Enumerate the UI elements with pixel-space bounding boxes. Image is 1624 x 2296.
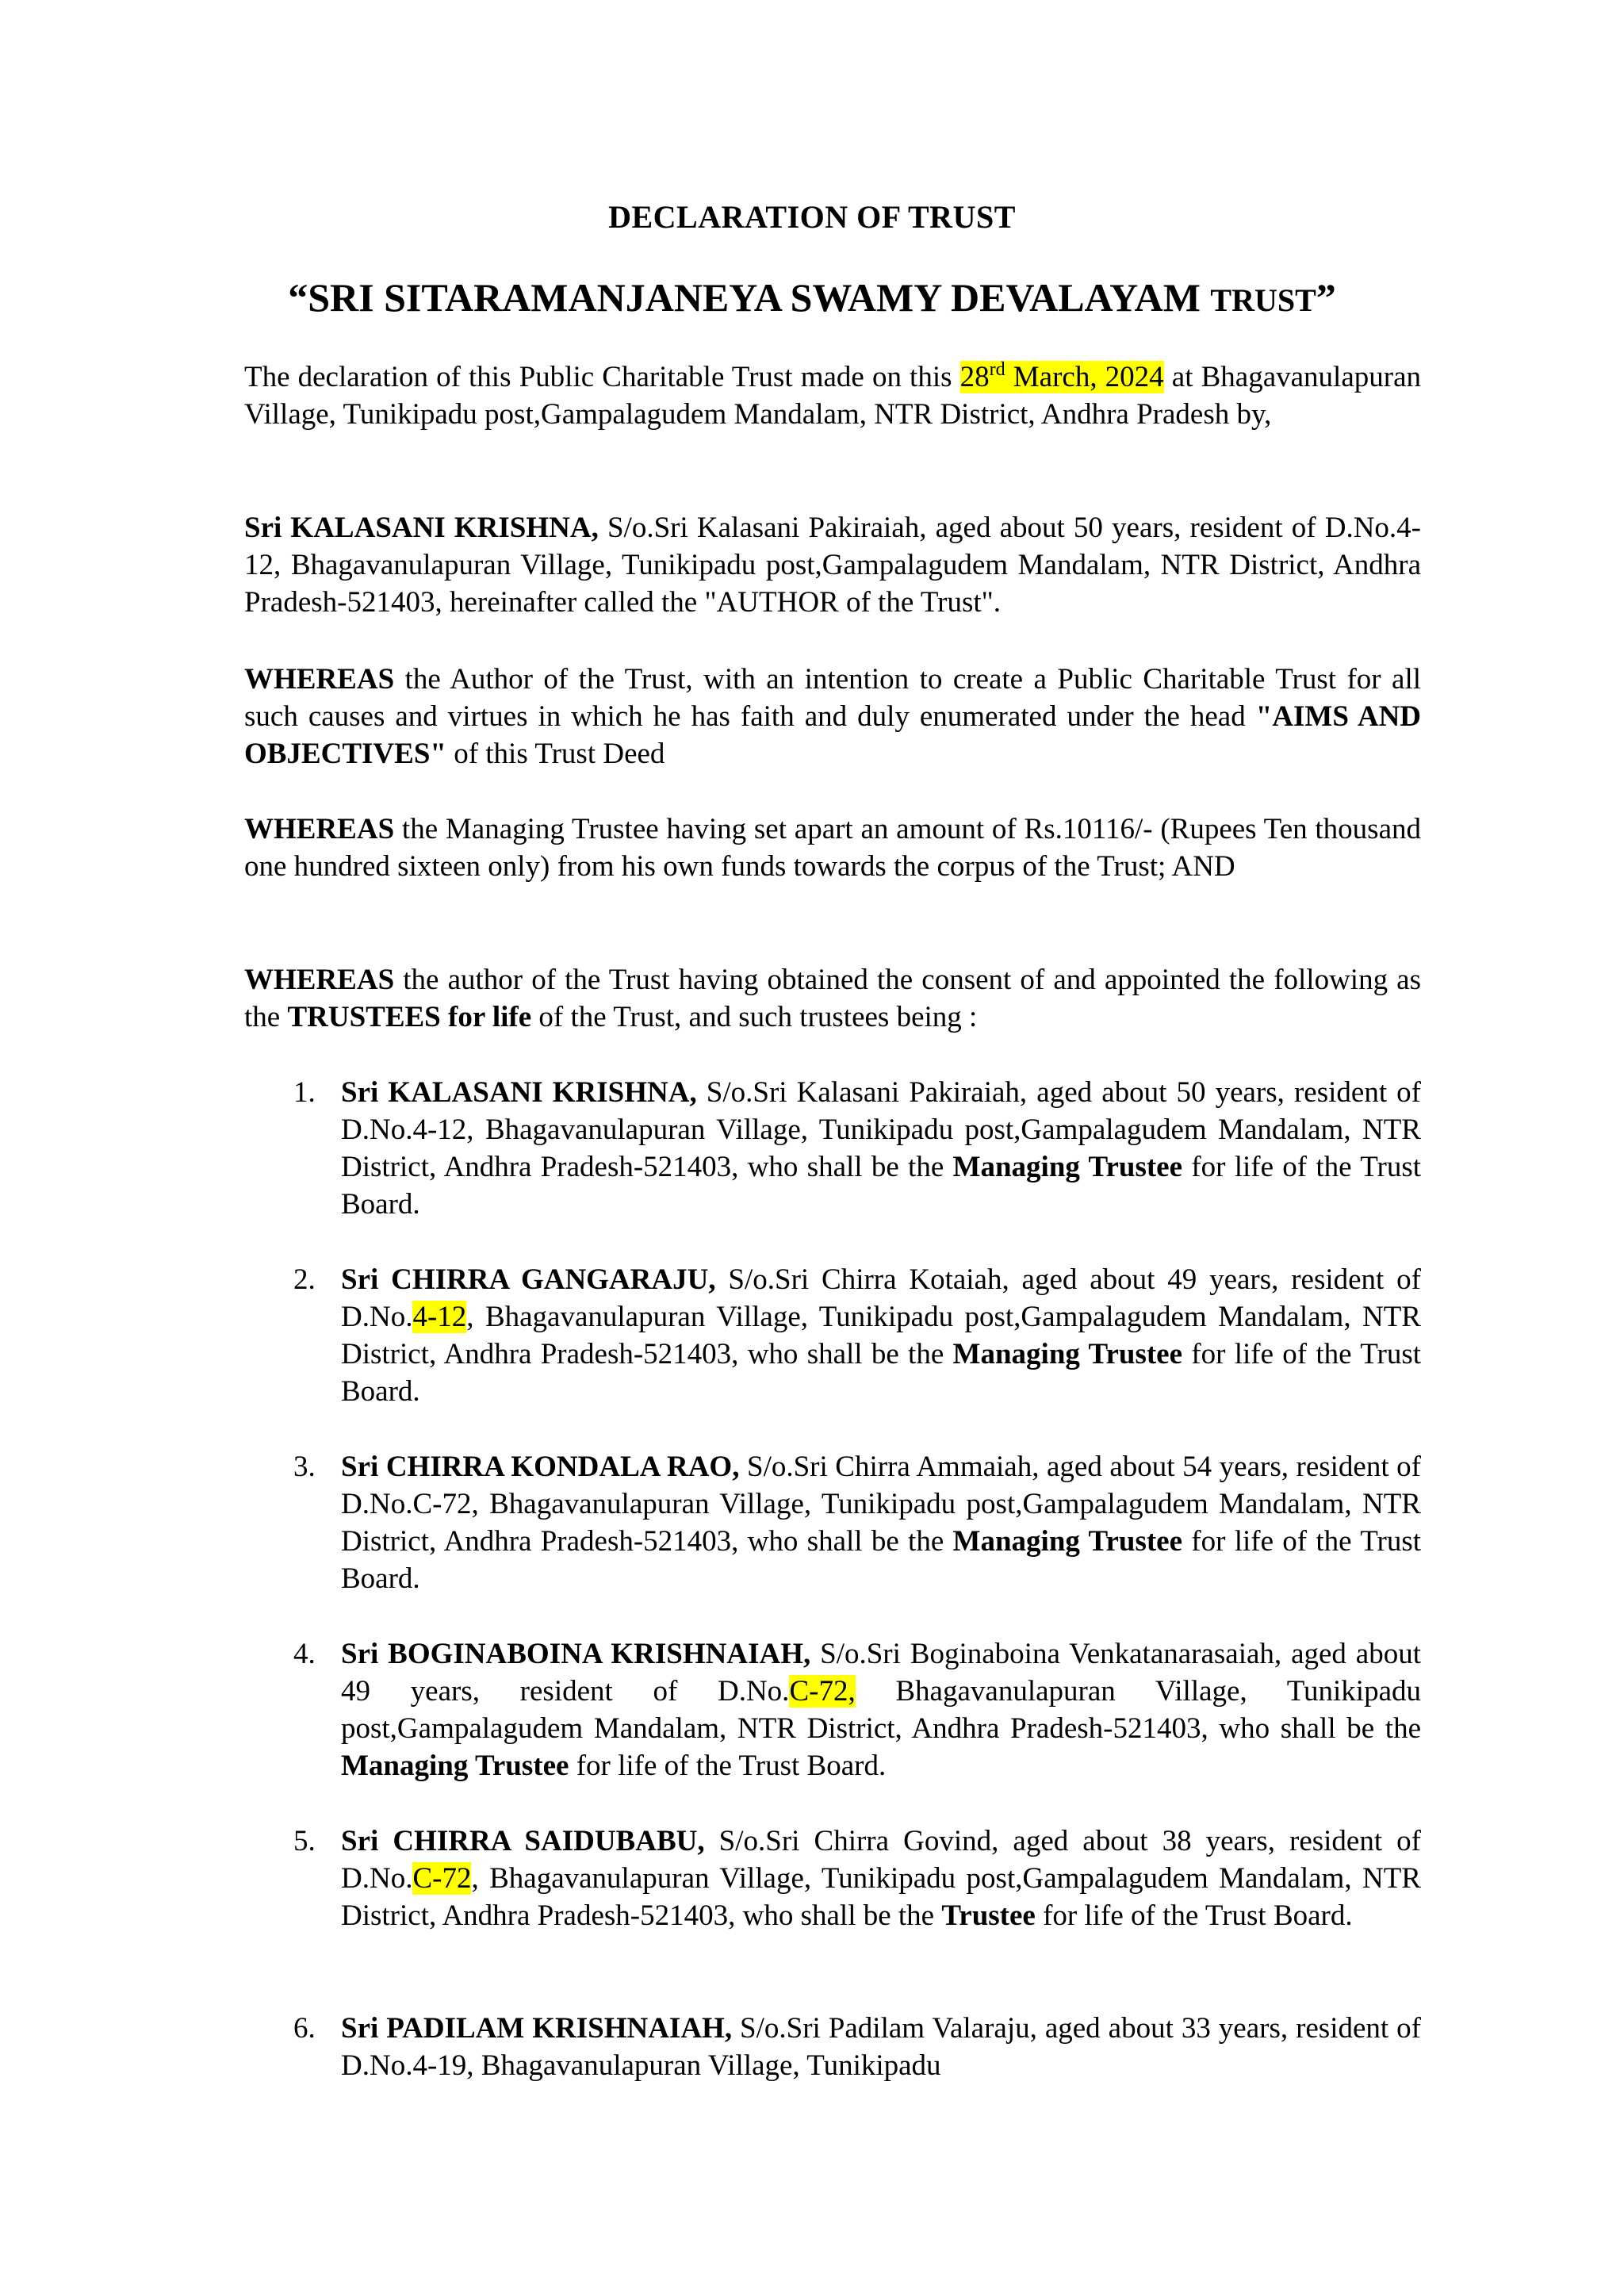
trustee-address: , Bhagavanulapuran Village, Tunikipadu post,Gampalagudem Mandalam, NTR District, Andhra Pradesh-521403, who shall be the [341, 1862, 1421, 1932]
trustee-tail: for life of the Trust Board. [341, 1338, 1422, 1408]
list-number: 6. [293, 2012, 316, 2045]
trustee-name: Sri KALASANI KRISHNA, [341, 1076, 697, 1109]
trust-name-heading [0, 274, 1624, 320]
trustee-tail: for life of the Trust Board. [341, 1525, 1422, 1595]
document-title: DECLARATION OF TRUST [608, 199, 1016, 235]
close-quote: ” [1316, 275, 1336, 320]
trustee-role: Trustee [941, 1899, 1036, 1932]
intro-paragraph [244, 358, 1421, 433]
trustee-details: S/o.Sri Chirra Govind, aged about 38 years, resident of D.No. [341, 1825, 1422, 1895]
whereas-label: WHEREAS [244, 663, 395, 696]
intro-location: at Bhagavanulapuran Village, Tunikipadu post,Gampalagudem Mandalam, NTR District, Andhra Pradesh by, [244, 361, 1421, 431]
trustee-tail: for life of the Trust Board. [1035, 1899, 1353, 1932]
open-quote: “ [288, 275, 308, 320]
trustee-tail: for life of the Trust Board. [569, 1750, 887, 1782]
trust-word: TRUST [1210, 282, 1316, 318]
trustee-name: Sri CHIRRA KONDALA RAO, [341, 1451, 740, 1483]
trustee-name: Sri CHIRRA SAIDUBABU, [341, 1825, 705, 1857]
trustee-details: S/o.Sri Padilam Valaraju, aged about 33 years, resident of D.No. [341, 2012, 1421, 2082]
aims-objectives-label: "AIMS AND OBJECTIVES" [244, 700, 1422, 770]
whereas-aims-paragraph [244, 661, 1421, 772]
declaration-date [960, 361, 1164, 393]
date-day: 28 [959, 361, 990, 393]
trustee-text [341, 2010, 1421, 2084]
door-number-highlighted: C-72, [789, 1675, 856, 1708]
trust-name: SRI SITARAMANJANEYA SWAMY DEVALAYAM [308, 275, 1211, 320]
trustee-details: S/o.Sri Boginaboina Venkatanarasaiah, aged about 49 years, resident of D.No. [341, 1638, 1421, 1708]
door-number: 4-19 [412, 2049, 467, 2082]
trustee-text [341, 1261, 1421, 1410]
date-suffix: rd [989, 359, 1005, 380]
whereas-text: the Author of the Trust, with an intention to create a Public Charitable Trust for all such causes and virtues in which he has faith and duly enumerated under the head [244, 663, 1421, 733]
trustee-name: Sri CHIRRA GANGARAJU, [341, 1263, 716, 1296]
door-number-highlighted: C-72 [412, 1862, 472, 1895]
list-number: 2. [293, 1263, 316, 1296]
author-paragraph [244, 509, 1421, 621]
list-number: 3. [293, 1451, 316, 1483]
door-number: 4-12 [412, 1114, 467, 1146]
whereas-tail: of this Trust Deed [446, 738, 665, 770]
trustee-address: , Bhagavanulapuran Village, Tunikipadu post,Gampalagudem Mandalam, NTR District, Andhra Pradesh-521403, who shall be the [341, 1488, 1421, 1558]
whereas-tail: of the Trust, and such trustees being : [531, 1001, 978, 1033]
door-number-highlighted: 4-12 [412, 1301, 467, 1333]
date-month-year: March, 2024 [1005, 361, 1164, 393]
trustee-role: Managing Trustee [952, 1151, 1183, 1183]
trustee-address: , Bhagavanulapuran Village, Tunikipadu post,Gampalagudem Mandalam, NTR District, Andhra Pradesh-521403, who shall be the [341, 1114, 1421, 1183]
list-number: 1. [293, 1076, 316, 1109]
author-name: Sri KALASANI KRISHNA, [244, 512, 599, 544]
whereas-trustees-paragraph [244, 961, 1421, 1036]
trustee-address: Bhagavanulapuran Village, Tunikipadu post,Gampalagudem Mandalam, NTR District, Andhra Pradesh-521403, who shall be the [341, 1675, 1421, 1745]
whereas-label: WHEREAS [244, 813, 395, 845]
trustee-text [341, 1448, 1421, 1597]
trustee-role: Managing Trustee [341, 1750, 569, 1782]
whereas-label: WHEREAS [244, 964, 395, 996]
trustee-address: , Bhagavanulapuran Village, Tunikipadu [466, 2049, 941, 2082]
whereas-text: the Managing Trustee having set apart an amount of Rs.10116/- (Rupees Ten thousand one hundred sixteen only) from his own funds towards the corpus of the Trust; AND [244, 813, 1421, 883]
trustee-text [341, 1074, 1421, 1223]
trustee-text [341, 1823, 1421, 1934]
trustee-details: S/o.Sri Kalasani Pakiraiah, aged about 50 years, resident of D.No. [341, 1076, 1422, 1146]
whereas-corpus-paragraph [244, 811, 1421, 885]
list-number: 5. [293, 1825, 316, 1857]
trustee-address: , Bhagavanulapuran Village, Tunikipadu post,Gampalagudem Mandalam, NTR District, Andhra Pradesh-521403, who shall be the [341, 1301, 1421, 1370]
trustees-for-life-label: TRUSTEES for life [287, 1001, 532, 1033]
trustee-text [341, 1635, 1421, 1784]
trustee-name: Sri BOGINABOINA KRISHNAIAH, [341, 1638, 811, 1670]
trustee-tail: for life of the Trust Board. [341, 1151, 1422, 1221]
trustee-name: Sri PADILAM KRISHNAIAH, [341, 2012, 733, 2045]
door-number: C-72 [412, 1488, 472, 1520]
trustee-role: Managing Trustee [952, 1525, 1183, 1558]
trustee-role: Managing Trustee [952, 1338, 1183, 1370]
trustee-details: S/o.Sri Chirra Ammaiah, aged about 54 years, resident of D.No. [341, 1451, 1421, 1520]
author-details: S/o.Sri Kalasani Pakiraiah, aged about 50 years, resident of D.No.4-12, Bhagavanulapuran Village, Tunikipadu post,Gampalagudem Mandalam, NTR District, Andhra Pradesh-521403, hereinafter called the "AUTHOR of the Trust". [244, 512, 1421, 619]
list-number: 4. [293, 1638, 316, 1670]
whereas-text: the author of the Trust having obtained the consent of and appointed the following as the [244, 964, 1421, 1033]
intro-text: The declaration of this Public Charitable Trust made on this [244, 361, 960, 393]
trustee-details: S/o.Sri Chirra Kotaiah, aged about 49 years, resident of D.No. [341, 1263, 1421, 1333]
